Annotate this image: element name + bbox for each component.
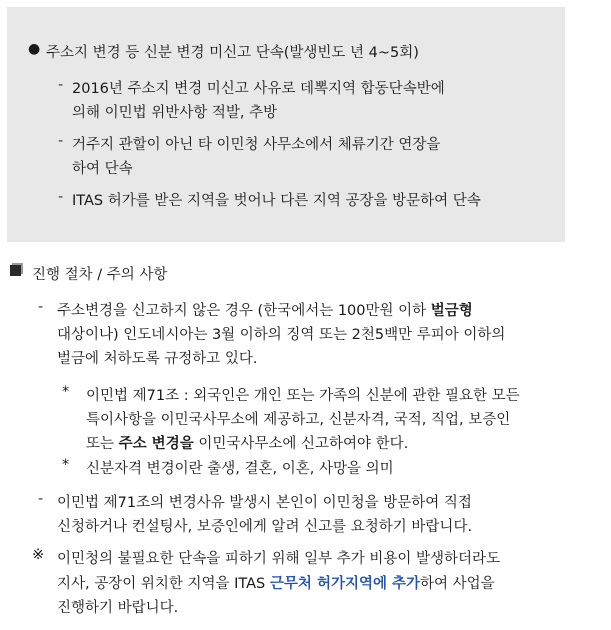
para2-line-1: 이민법 제71조의 변경사유 발생시 본인이 이민청을 방문하여 직접 — [57, 495, 472, 511]
square-bullet-icon — [10, 265, 21, 276]
box-item-2-line-2: 하여 단속 — [72, 161, 133, 177]
reference-mark-icon: ※ — [32, 547, 45, 563]
para3-line-1: 이민청의 불필요한 단속을 피하기 위해 일부 추가 비용이 발생하더라도 — [57, 551, 501, 567]
para2-line-2: 신청하거나 컨설팅사, 보증인에게 알려 신고를 요청하기 바랍니다. — [57, 519, 473, 535]
note1-line-3-a: 또는 — [86, 436, 119, 452]
para1-line-1 — [57, 299, 473, 320]
para1-line-1-text: 주소변경을 신고하지 않은 경우 (한국에서는 100만원 이하 — [57, 303, 431, 319]
bullet-icon: ● — [28, 41, 41, 57]
note2: 신분자격 변경이란 출생, 결혼, 이혼, 사망을 의미 — [86, 461, 394, 477]
dash-icon: - — [58, 189, 64, 205]
para1-line-2: 대상이나) 인도네시아는 3월 이하의 징역 또는 2천5백만 루피아 이하의 — [57, 327, 506, 343]
dash-icon: - — [38, 299, 44, 315]
asterisk-icon: * — [62, 457, 70, 473]
note1-line-3 — [86, 432, 408, 453]
note1-line-3-c: 이민국사무소에 신고하여야 한다. — [193, 436, 409, 452]
dash-icon: - — [38, 491, 44, 507]
para3-line-2-c: 하여 사업을 — [420, 576, 495, 592]
dash-icon: - — [58, 133, 64, 149]
para1-bold-fine: 벌금형 — [430, 303, 473, 319]
box-heading: 주소지 변경 등 신분 변경 미신고 단속(발생빈도 년 4~5회) — [46, 45, 419, 61]
para3-blue-highlight: 근무처 허가지역에 추가 — [269, 576, 421, 592]
para3-line-2-a: 지사, 공장이 위치한 지역을 ITAS — [57, 576, 270, 592]
box-item-1-line-2: 의해 이민법 위반사항 적발, 추방 — [72, 105, 278, 121]
box-item-2-line-1: 거주지 관할이 아닌 타 이민청 사무소에서 체류기간 연장을 — [72, 137, 441, 153]
para3-line-2 — [57, 572, 495, 593]
dash-icon: - — [58, 77, 64, 93]
para3-line-3: 진행하기 바랍니다. — [57, 600, 179, 616]
section-title: 진행 절차 / 주의 사항 — [32, 267, 168, 283]
para1-line-3: 벌금에 처하도록 규정하고 있다. — [57, 351, 258, 367]
asterisk-icon: * — [62, 384, 70, 400]
note1-bold-address-change: 주소 변경을 — [118, 436, 194, 452]
note1-line-2: 특이사항을 이민국사무소에 제공하고, 신분자격, 국적, 직업, 보증인 — [86, 412, 511, 428]
box-item-1-line-1: 2016년 주소지 변경 미신고 사유로 데뽁지역 합동단속반에 — [72, 81, 445, 97]
note1-line-1: 이민법 제71조 : 외국인은 개인 또는 가족의 신분에 관한 필요한 모든 — [86, 388, 520, 404]
box-item-3-line-1: ITAS 허가를 받은 지역을 벗어나 다른 지역 공장을 방문하여 단속 — [72, 193, 481, 209]
